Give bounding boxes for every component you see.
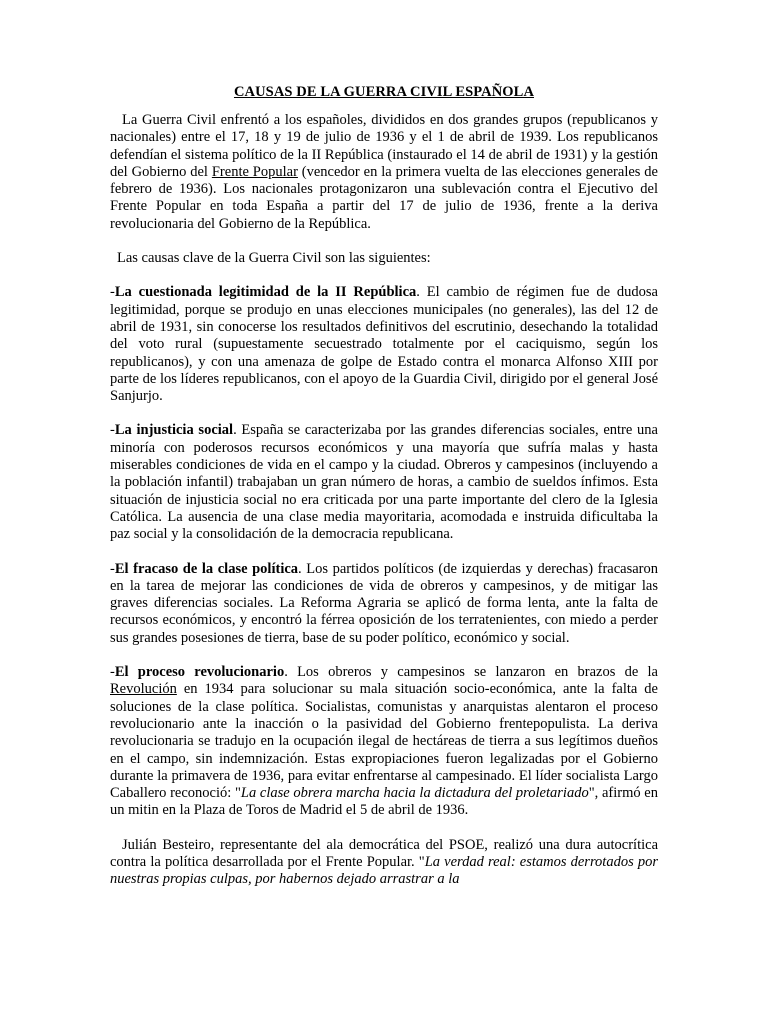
paragraph-cause-fracaso [110,561,658,647]
list-dash: - [110,284,115,301]
quote-text: La clase obrera marcha hacia la dictadura del proletariado [240,785,589,802]
paragraph-text: . El cambio de régimen fue de dudosa legitimidad, porque se produjo en unas elecciones municipales (no generales), las del 12 de abril de 1931, sin conocerse los resultados definitivos del escrutinio, desechando la totalidad del voto rural (supuestamente secuestrado totalmente por el caciquismo, según los republicanos), y con una amenaza de golpe de Estado contra el monarca Alfonso XIII por parte de los líderes republicanos, con el apoyo de la Guardia Civil, dirigido por el general José Sanjurjo. [110,284,658,405]
paragraph-text: en 1934 para solucionar su mala situación socio-económica, ante la falta de soluciones de la clase política. Socialistas, comunistas y anarquistas alentaron el proceso revolucionario ante la inacción o la pasividad del Gobierno frentepopulista. La deriva revolucionaria se tradujo en la ocupación ilegal de hectáreas de tierra a sus legítimos dueños en el campo, sin indemnización. Estas expropiaciones fueron legalizadas por el Gobierno durante la primavera de 1936, para evitar enfrentarse al campesinado. El líder socialista Largo Caballero reconoció: " [110,681,658,802]
list-dash: - [110,422,115,439]
paragraph-text: ", afirmó en un mitin en la Plaza de Toros de Madrid el 5 de abril de 1936. [110,785,658,819]
paragraph-text: . Los obreros y campesinos se lanzaron en brazos de la [284,664,658,681]
paragraph-intro [110,112,658,233]
paragraph-causes-intro: Las causas clave de la Guerra Civil son las siguientes: [117,250,431,267]
paragraph-cause-injusticia [110,422,658,543]
list-dash: - [110,664,115,681]
paragraph-cause-legitimidad [110,284,658,405]
document-title: CAUSAS DE LA GUERRA CIVIL ESPAÑOLA [233,84,535,100]
cause-heading: La injusticia social [114,422,234,439]
paragraph-text: La Guerra Civil enfrentó a los españoles, divididos en dos grandes grupos (republicanos y nacionales) entre el 17, 18 y 19 de julio de 1936 y el 1 de abril de 1939. Los republicanos defendían el sistema político de la II República (instaurado el 14 de abril de 1931) y la gestión del Gobierno del [110,112,658,180]
quote-text: La verdad real: estamos derrotados por nuestras propias culpas, por habernos dejado arrastrar a la [110,853,658,888]
paragraph-text: . Los partidos políticos (de izquierdas y derechas) fracasaron en la tarea de mejorar las condiciones de vida de obreros y campesinos, y de mitigar las graves diferencias sociales. La Reforma Agraria se aplicó de forma lenta, ante la falta de recursos económicos, y encontró la férrea oposición de los terratenientes, con miedo a perder sus grandes posesiones de tierra, base de su poder político, económico y social. [110,560,658,646]
paragraph-text: . España se caracterizaba por las grandes diferencias sociales, entre una minoría con poderosos recursos económicos y una mayoría que sufría malas y hasta miserables condiciones de vida en el campo y la ciudad. Obreros y campesinos (incluyendo a la población infantil) trabajaban un gran número de horas, a cambio de sueldos ínfimos. Esta situación de injusticia social no era criticada por una parte importante del clero de la Iglesia Católica. La ausencia de una clase media mayoritaria, acomodada e instruida dificultaba la paz social y la consolidación de la democracia republicana. [110,422,658,543]
paragraph-text: (vencedor en la primera vuelta de las elecciones generales de febrero de 1936). Los nacionales protagonizaron una sublevación contra el Ejecutivo del Frente Popular en toda España a partir del 17 de julio de 1936, frente a la deriva revolucionaria del Gobierno de la República. [110,163,658,232]
revolucion-link[interactable]: Revolución [110,681,177,698]
list-dash: - [110,560,115,577]
cause-heading: La cuestionada legitimidad de la II República [114,284,417,301]
paragraph-cause-revolucion [110,664,658,820]
cause-heading: El fracaso de la clase política [114,560,299,577]
paragraph-besteiro [110,837,658,889]
cause-heading: El proceso revolucionario [114,664,285,681]
frente-popular-link[interactable]: Frente Popular [211,163,298,180]
paragraph-text: Julián Besteiro, representante del ala democrática del PSOE, realizó una dura autocrítica contra la política desarrollada por el Frente Popular. " [110,836,658,870]
